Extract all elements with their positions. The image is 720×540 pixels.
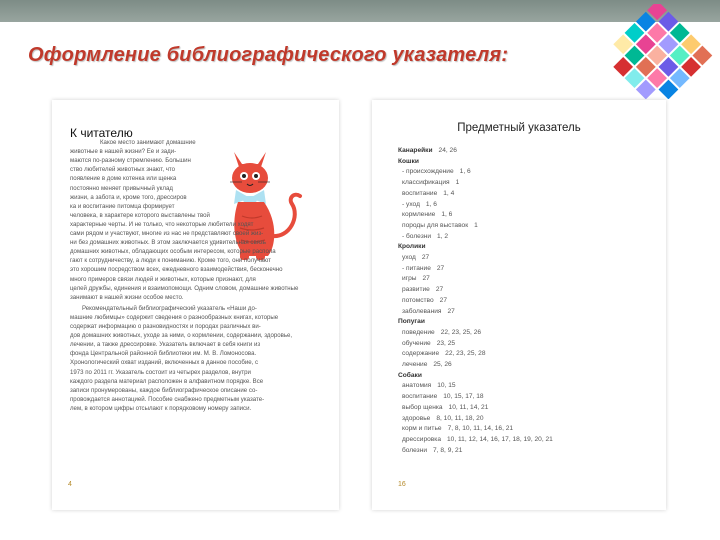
index-page-refs: 27 (422, 275, 430, 283)
index-term: Канарейки (398, 147, 433, 154)
description-text-line: Хронологический охват изданий, включенных в данное пособие, с (70, 359, 259, 367)
description-text-line: фонда Центральной районной библиотеки им. М. В. Ломоносова. (70, 350, 257, 358)
intro-text-line: постоянно меняет привычный уклад (70, 184, 173, 192)
index-subentry (402, 415, 484, 424)
index-term: породы для выставок (402, 221, 469, 229)
description-text-line: Рекомендательный библиографический указатель «Наши до- (82, 304, 257, 312)
index-term: воспитание (402, 189, 438, 197)
index-subentry (402, 201, 437, 210)
intro-text-line: животные в нашей жизни? Ее и зади- (70, 148, 177, 156)
description-text-line: лечении, а также дрессировке. Указатель включает в себя книги из (70, 341, 261, 349)
index-heading (398, 318, 425, 327)
index-term: потомство (402, 296, 434, 304)
index-term: анатомия (402, 382, 432, 390)
intro-text-line: ство любителей животных знают, что (70, 166, 176, 174)
index-subentry (402, 211, 452, 220)
index-subentry (402, 393, 484, 402)
intro-text-line: занимают в нашей жизни особое место. (70, 293, 184, 301)
description-text-line: лем, в котором цифры отсылают к порядковому номеру записи. (70, 404, 252, 412)
index-page-refs: 22, 23, 25, 28 (445, 350, 486, 358)
intro-text-line: целей дружбы, единения и взаимопомощи. Одним словом, домашние животные (70, 284, 299, 292)
intro-text-line: появление в доме котенка или щенка (70, 175, 177, 183)
intro-text-line: характерные черты. И не только, что некоторые любители ходят (70, 220, 254, 228)
intro-text-line: Какое место занимают домашние (100, 139, 196, 146)
description-text-line: записи пронумерованы, каждое библиографическое описание со- (70, 386, 258, 394)
description-text-line: содержат информацию о разновидностях и породах различных ви- (70, 323, 261, 330)
index-subentry (402, 361, 452, 370)
index-subentry (402, 404, 488, 413)
index-page-refs: 7, 8, 10, 11, 14, 16, 21 (447, 425, 514, 433)
index-subentry (402, 168, 471, 177)
index-subentry (402, 425, 513, 434)
intro-text-line: ка и воспитание питомца формирует (70, 202, 175, 210)
intro-text-line: человека, в характере которого выставлены твой (70, 211, 210, 219)
index-page-refs: 1, 6 (441, 211, 453, 219)
description-text-line: провождается аннотацией. Пособие снабжено предметным указате- (70, 395, 265, 403)
intro-text-line: маются по-разному стремлению. Большин (70, 157, 191, 165)
index-term: содержание (402, 350, 440, 358)
description-text-line: каждого раздела материал расположен в алфавитном порядке. Все (70, 377, 264, 385)
index-term: игры (402, 275, 417, 283)
index-heading (398, 243, 426, 252)
index-term: лечение (402, 361, 428, 368)
index-page-refs: 24, 26 (438, 147, 457, 154)
index-subentry (402, 350, 486, 359)
left-page-number: 4 (68, 481, 72, 488)
intro-text-line: сами рядом и участвуют, многие из нас не представляют своей жиз- (70, 230, 264, 237)
right-page (372, 100, 666, 510)
index-heading (398, 158, 419, 167)
index-page-refs: 27 (436, 264, 445, 272)
index-subentry (402, 254, 429, 263)
index-term: уход (402, 254, 416, 261)
left-page (52, 100, 339, 510)
index-page-refs: 23, 25 (436, 339, 456, 347)
index-term: - происхождение (402, 168, 454, 176)
index-term: поведение (402, 328, 435, 336)
index-term: - питание (402, 264, 431, 272)
index-term: - болезни (402, 232, 432, 240)
index-subentry (402, 190, 454, 199)
index-term: кормление (402, 211, 436, 219)
index-page-refs: 10, 11, 12, 14, 16, 17, 18, 19, 20, 21 (447, 435, 553, 443)
description-text-line: 1973 по 2011 гг. Указатель состоит из четырех разделов, внутри (70, 368, 251, 376)
right-page-number: 16 (398, 481, 406, 488)
index-subentry (402, 308, 455, 317)
index-subentry (402, 233, 448, 242)
index-term: Кошки (398, 157, 419, 165)
index-subentry (402, 265, 444, 274)
index-subentry (402, 436, 553, 445)
index-subentry (402, 382, 456, 391)
index-page-refs: 27 (447, 307, 455, 315)
index-page-refs: 1, 6 (425, 200, 437, 208)
left-page-title: К читателю (70, 126, 133, 140)
index-page-refs: 1 (455, 179, 460, 187)
index-term: - уход (402, 200, 420, 208)
index-term: здоровье (402, 414, 431, 422)
index-page-refs: 1, 6 (459, 168, 471, 176)
index-page-refs: 27 (421, 254, 430, 261)
intro-text-line: много примеров связи людей и животных, которые признают, для (70, 275, 256, 283)
index-subentry (402, 447, 462, 456)
index-term: заболевания (402, 307, 442, 315)
index-heading (398, 147, 457, 156)
decorative-diamond-pattern (590, 4, 720, 99)
index-term: Попугаи (398, 318, 425, 326)
index-page-refs: 1 (474, 221, 478, 229)
description-text-line: машние любимцы» содержит сведения о разнообразных книгах, которые (70, 313, 279, 321)
index-subentry (402, 286, 443, 295)
index-term: дрессировка (402, 435, 441, 443)
index-term: корм и питье (402, 425, 442, 433)
index-subentry (402, 179, 459, 188)
index-page-refs: 25, 26 (433, 361, 452, 368)
index-term: Кролики (398, 243, 426, 251)
index-page-refs: 1, 4 (443, 189, 455, 197)
index-page-refs: 7, 8, 9, 21 (433, 446, 463, 454)
index-page-refs: 22, 23, 25, 26 (440, 328, 482, 336)
index-term: выбор щенка (402, 403, 443, 411)
index-subentry (402, 222, 478, 231)
index-subentry (402, 329, 481, 338)
index-subentry (402, 297, 447, 306)
index-subentry (402, 340, 455, 349)
index-page-refs: 10, 11, 14, 21 (448, 403, 489, 411)
index-heading (398, 372, 422, 381)
slide-heading: Оформление библиографического указателя: (28, 44, 509, 66)
intro-text-line: гают к сотрудничеству, а люди к пониманию. Кроме того, они получают (70, 257, 271, 265)
index-page-refs: 10, 15, 17, 18 (443, 393, 484, 401)
right-page-title: Предметный указатель (457, 122, 581, 134)
index-page-refs: 27 (435, 286, 444, 294)
intro-text-line: жизни, а забота и, кроме того, дрессиров (70, 193, 187, 201)
index-term: Собаки (398, 371, 422, 379)
index-term: классификация (402, 179, 450, 187)
index-page-refs: 10, 15 (437, 382, 456, 390)
intro-text-line: это хорошим посредством всех, ежедневного взаимодействия, бесконечно (70, 266, 283, 274)
description-text-line: дов домашних животных, уходе за ними, о кормлении, содержании, здоровье, (70, 332, 293, 340)
index-page-refs: 8, 10, 11, 18, 20 (436, 414, 484, 422)
index-page-refs: 27 (439, 296, 447, 304)
index-term: воспитание (402, 393, 438, 401)
intro-text-line: ни без домашних животных. В этом заключается удивительная связь (70, 239, 266, 247)
index-page-refs: 1, 2 (437, 232, 449, 240)
index-term: развитие (402, 286, 430, 294)
intro-text-line: домашних животных, обладающих особым интересом, которые распола (70, 248, 276, 256)
index-term: обучение (402, 339, 431, 347)
index-term: болезни (402, 446, 428, 454)
index-subentry (402, 275, 430, 284)
